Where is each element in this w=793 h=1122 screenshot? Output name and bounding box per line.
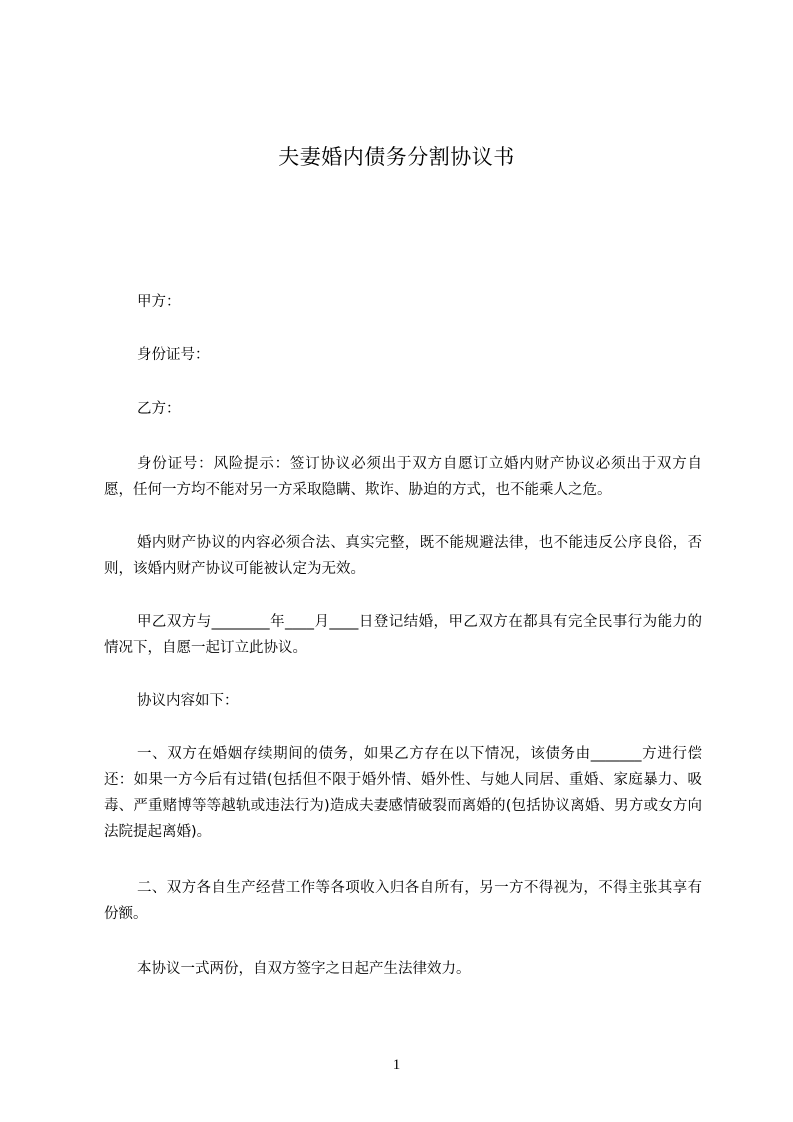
party-a-label: 甲方：: [137, 294, 181, 310]
marriage-registration-paragraph: 甲乙双方与________年____月____日登记结婚，甲乙双方在都具有完全民事行为能力的情况下，自愿一起订立此协议。: [104, 614, 702, 656]
effect-paragraph: 本协议一式两份，自双方签字之日起产生法律效力。: [137, 961, 471, 977]
legality-paragraph: 婚内财产协议的内容必须合法、真实完整，既不能规避法律，也不能违反公序良俗，否则，该婚内财产协议可能被认定为无效。: [104, 535, 702, 577]
clause-two-paragraph: 二、双方各自生产经营工作等各项收入归各自所有，另一方不得视为，不得主张其享有份额。: [104, 880, 702, 922]
content-intro-paragraph: 协议内容如下：: [137, 693, 239, 709]
party-a-id-label: 身份证号：: [137, 347, 210, 363]
party-b-label: 乙方：: [137, 401, 181, 417]
page-number: 1: [392, 1057, 401, 1073]
clause-one-paragraph: 一、双方在婚姻存续期间的债务，如果乙方存在以下情况，该债务由_______方进行偿还：如果一方今后有过错(包括但不限于婚外情、婚外性、与她人同居、重婚、家庭暴力、吸毒、严重赌博等等越轨或违法行为)造成夫妻感情破裂而离婚的(包括协议离婚、男方或女方向法院提起离婚)。: [104, 746, 702, 840]
risk-notice-paragraph: 身份证号：风险提示：签订协议必须出于双方自愿订立婚内财产协议必须出于双方自愿，任何一方均不能对另一方采取隐瞒、欺诈、胁迫的方式，也不能乘人之危。: [104, 456, 702, 498]
document-title: 夫妻婚内债务分割协议书: [278, 145, 515, 169]
